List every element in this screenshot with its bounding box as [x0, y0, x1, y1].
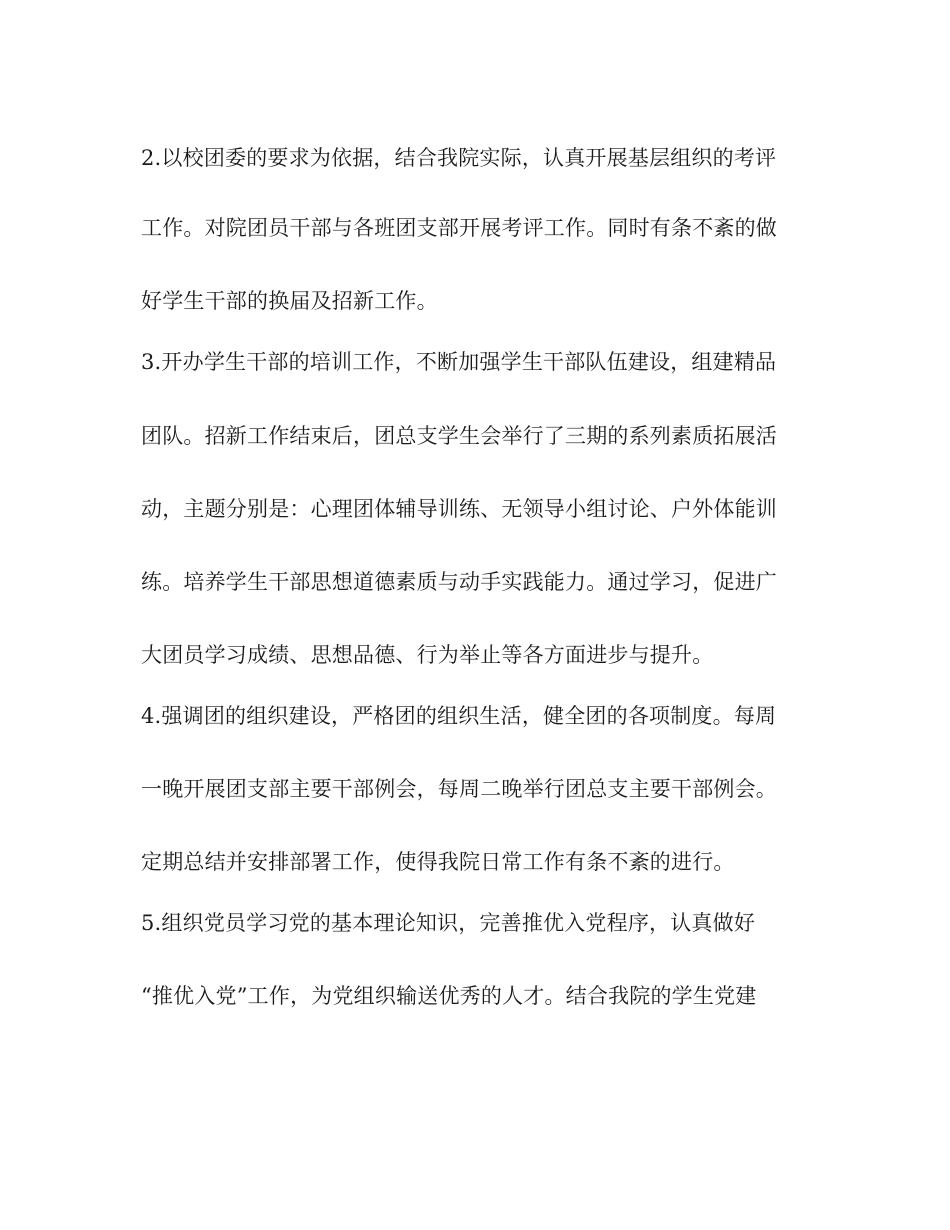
paragraph-2-line-3: 好学生干部的换届及招新工作。 [141, 289, 438, 313]
paragraph-4-line-1: 4.强调团的组织建设，严格团的组织生活，健全团的各项制度。每周 [141, 704, 777, 728]
paragraph-4-line-3: 定期总结并安排部署工作，使得我院日常工作有条不紊的进行。 [141, 850, 735, 874]
paragraph-3-line-3: 动，主题分别是：心理团体辅导训练、无领导小组讨论、户外体能训 [141, 497, 777, 521]
paragraph-2-line-1: 2.以校团委的要求为依据，结合我院实际，认真开展基层组织的考评 [141, 146, 777, 170]
paragraph-3-line-5: 大团员学习成绩、思想品德、行为举止等各方面进步与提升。 [141, 643, 714, 667]
paragraph-5-line-2: “推优入党”工作，为党组织输送优秀的人才。结合我院的学生党建 [141, 984, 757, 1008]
paragraph-3-line-4: 练。培养学生干部思想道德素质与动手实践能力。通过学习，促进广 [141, 570, 777, 594]
paragraph-2-line-2: 工作。对院团员干部与各班团支部开展考评工作。同时有条不紊的做 [141, 216, 777, 240]
paragraph-3-line-2: 团队。招新工作结束后，团总支学生会举行了三期的系列素质拓展活 [141, 424, 777, 448]
paragraph-3-line-1: 3.开办学生干部的培训工作，不断加强学生干部队伍建设，组建精品 [141, 350, 777, 374]
paragraph-5-line-1: 5.组织党员学习党的基本理论知识，完善推优入党程序，认真做好 [141, 911, 756, 935]
paragraph-4-line-2: 一晚开展团支部主要干部例会，每周二晚举行团总支主要干部例会。 [141, 777, 777, 801]
